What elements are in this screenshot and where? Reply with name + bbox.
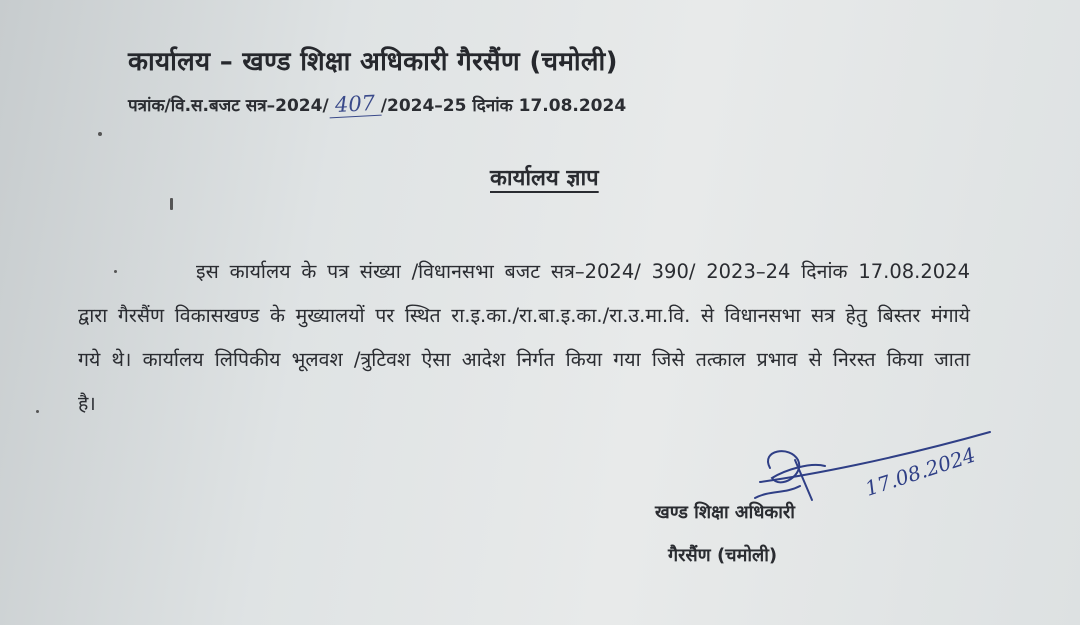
scan-speck [98, 132, 102, 136]
reference-suffix: /2024–25 दिनांक 17.08.2024 [380, 96, 627, 116]
reference-prefix: पत्रांक/वि.स.बजट सत्र–2024/ [128, 96, 329, 116]
memo-heading: कार्यालय ज्ञाप [490, 166, 599, 191]
scan-speck [36, 410, 39, 413]
signatory-place: गैरसैंण (चमोली) [668, 545, 778, 566]
office-title: कार्यालय – खण्ड शिक्षा अधिकारी गैरसैंण (चमोली) [128, 47, 618, 77]
handwritten-date: 17.08.2024 [862, 442, 979, 501]
memo-body-paragraph: इस कार्यालय के पत्र संख्या /विधानसभा बजट सत्र–2024/ 390/ 2023–24 दिनांक 17.08.2024 द्वारा गैरसैंण विकासखण्ड के मुख्यालयों पर स्थित रा.इ.का./रा.बा.इ.का./रा.उ.मा.वि. से विधानसभा सत्र हेतु बिस्तर मंगाये गये थे। कार्यालय लिपिकीय भूलवश /त्रुटिवश ऐसा आदेश निर्गत किया गया जिसे तत्काल प्रभाव से निरस्त किया जाता है। [78, 260, 970, 415]
scan-speck [170, 198, 173, 210]
signatory-designation: खण्ड शिक्षा अधिकारी [655, 502, 795, 523]
handwritten-reference-number: 407 [328, 91, 381, 119]
reference-line [128, 92, 626, 117]
scan-speck [114, 270, 117, 273]
